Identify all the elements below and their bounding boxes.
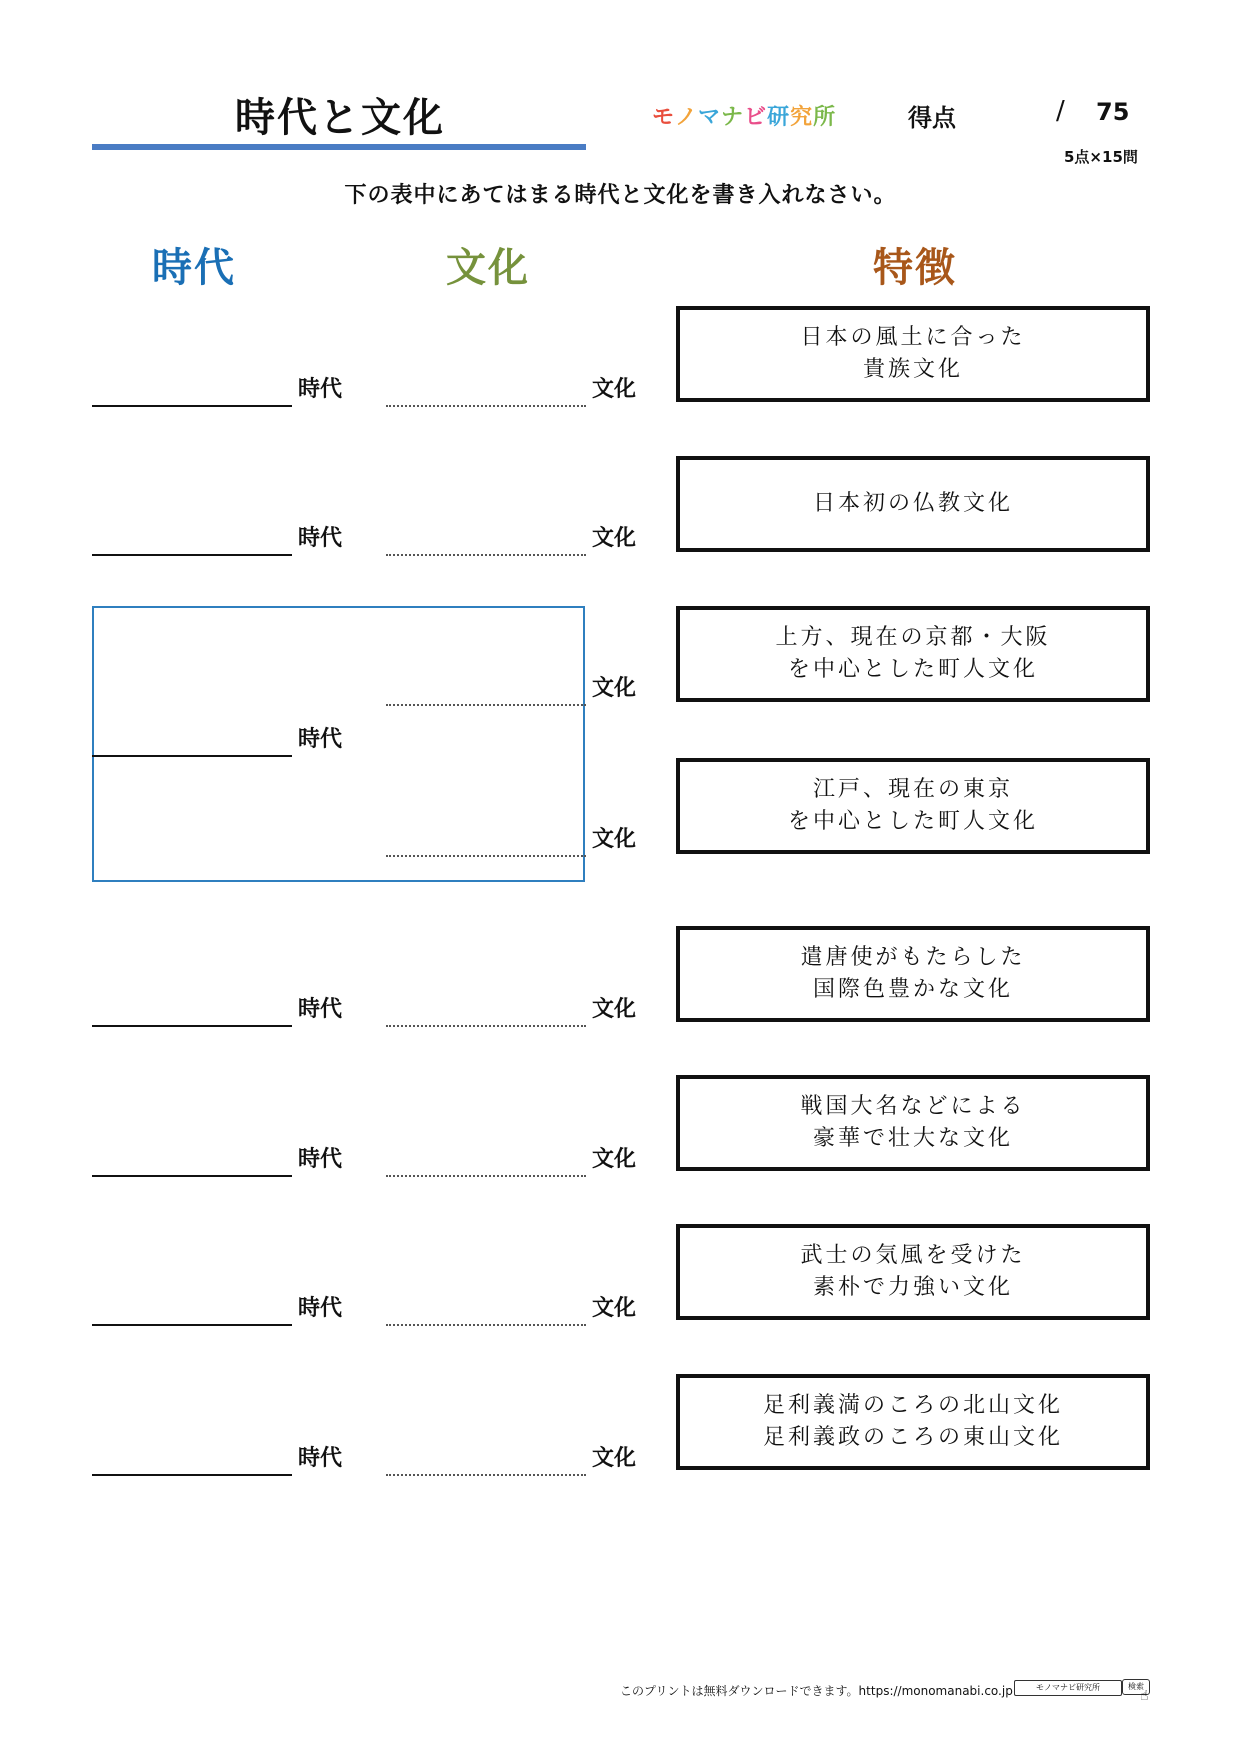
culture-answer-blank[interactable] <box>386 855 586 857</box>
feature-line: 江戸、現在の東京 <box>812 777 1013 802</box>
feature-line: を中心とした町人文化 <box>787 809 1038 834</box>
culture-suffix: 文化 <box>592 526 637 551</box>
culture-suffix: 文化 <box>592 1296 637 1321</box>
era-answer-blank[interactable] <box>92 1474 292 1476</box>
era-answer-blank[interactable] <box>92 1025 292 1027</box>
logo-char: ノ <box>675 105 699 130</box>
feature-line: 素朴で力強い文化 <box>812 1275 1013 1300</box>
feature-box <box>676 456 1150 552</box>
culture-suffix: 文化 <box>592 377 637 402</box>
era-suffix: 時代 <box>298 997 343 1022</box>
feature-line: 国際色豊かな文化 <box>812 977 1013 1002</box>
culture-answer-blank[interactable] <box>386 405 586 407</box>
culture-answer-blank[interactable] <box>386 554 586 556</box>
feature-box <box>676 758 1150 854</box>
feature-line: 日本の風土に合った <box>800 325 1026 350</box>
feature-line: 足利義政のころの東山文化 <box>762 1425 1063 1450</box>
era-suffix: 時代 <box>298 1446 343 1471</box>
culture-suffix: 文化 <box>592 676 637 701</box>
culture-answer-blank[interactable] <box>386 1474 586 1476</box>
culture-answer-blank[interactable] <box>386 1025 586 1027</box>
culture-suffix: 文化 <box>592 827 637 852</box>
feature-line: 遣唐使がもたらした <box>800 945 1026 970</box>
title-underline <box>92 144 586 150</box>
culture-suffix: 文化 <box>592 1147 637 1172</box>
feature-box <box>676 606 1150 702</box>
feature-line: 戦国大名などによる <box>800 1094 1026 1119</box>
footer-search-box: モノマナビ研究所 <box>1014 1680 1122 1696</box>
culture-answer-blank[interactable] <box>386 1175 586 1177</box>
logo-char: マ <box>698 105 722 130</box>
feature-line: 豪華で壮大な文化 <box>812 1126 1013 1151</box>
brand-logo <box>652 100 836 131</box>
page-title: 時代と文化 <box>235 95 445 141</box>
culture-suffix: 文化 <box>592 997 637 1022</box>
feature-line: 武士の気風を受けた <box>800 1243 1026 1268</box>
logo-char: モ <box>652 105 676 130</box>
feature-line: 日本初の仏教文化 <box>812 491 1013 516</box>
logo-char: ビ <box>744 105 768 130</box>
logo-char: 所 <box>813 105 837 130</box>
score-slash: / <box>1056 96 1065 126</box>
feature-box <box>676 926 1150 1022</box>
culture-suffix: 文化 <box>592 1446 637 1471</box>
column-heading-culture: 文化 <box>446 245 530 291</box>
points-note: 5点×15問 <box>1064 148 1138 166</box>
feature-box <box>676 1374 1150 1470</box>
era-answer-blank[interactable] <box>92 1324 292 1326</box>
era-suffix: 時代 <box>298 526 343 551</box>
era-suffix: 時代 <box>298 1296 343 1321</box>
footer-search-button: 検索 <box>1122 1679 1150 1695</box>
culture-answer-blank[interactable] <box>386 704 586 706</box>
column-heading-era: 時代 <box>152 245 236 291</box>
feature-line: 貴族文化 <box>862 357 963 382</box>
feature-box <box>676 1224 1150 1320</box>
era-answer-blank[interactable] <box>92 554 292 556</box>
feature-line: 足利義満のころの北山文化 <box>762 1393 1063 1418</box>
era-suffix: 時代 <box>298 1147 343 1172</box>
feature-line: 上方、現在の京都・大阪 <box>775 625 1051 650</box>
score-max: 75 <box>1096 98 1130 126</box>
culture-answer-blank[interactable] <box>386 1324 586 1326</box>
era-answer-blank[interactable] <box>92 1175 292 1177</box>
logo-char: ナ <box>721 105 745 130</box>
footer-download-note: このプリントは無料ダウンロードできます。https://monomanabi.co.jp <box>620 1684 1013 1698</box>
pointer-icon: ☝ <box>1140 1688 1149 1704</box>
era-answer-blank[interactable] <box>92 755 292 757</box>
era-suffix: 時代 <box>298 377 343 402</box>
column-heading-feature: 特徴 <box>873 245 957 291</box>
era-answer-blank[interactable] <box>92 405 292 407</box>
feature-box <box>676 1075 1150 1171</box>
logo-char: 研 <box>767 105 791 130</box>
feature-line: を中心とした町人文化 <box>787 657 1038 682</box>
score-label: 得点 <box>908 104 956 132</box>
instruction: 下の表中にあてはまる時代と文化を書き入れなさい。 <box>344 183 897 208</box>
era-suffix: 時代 <box>298 727 343 752</box>
feature-box <box>676 306 1150 402</box>
logo-char: 究 <box>790 105 814 130</box>
